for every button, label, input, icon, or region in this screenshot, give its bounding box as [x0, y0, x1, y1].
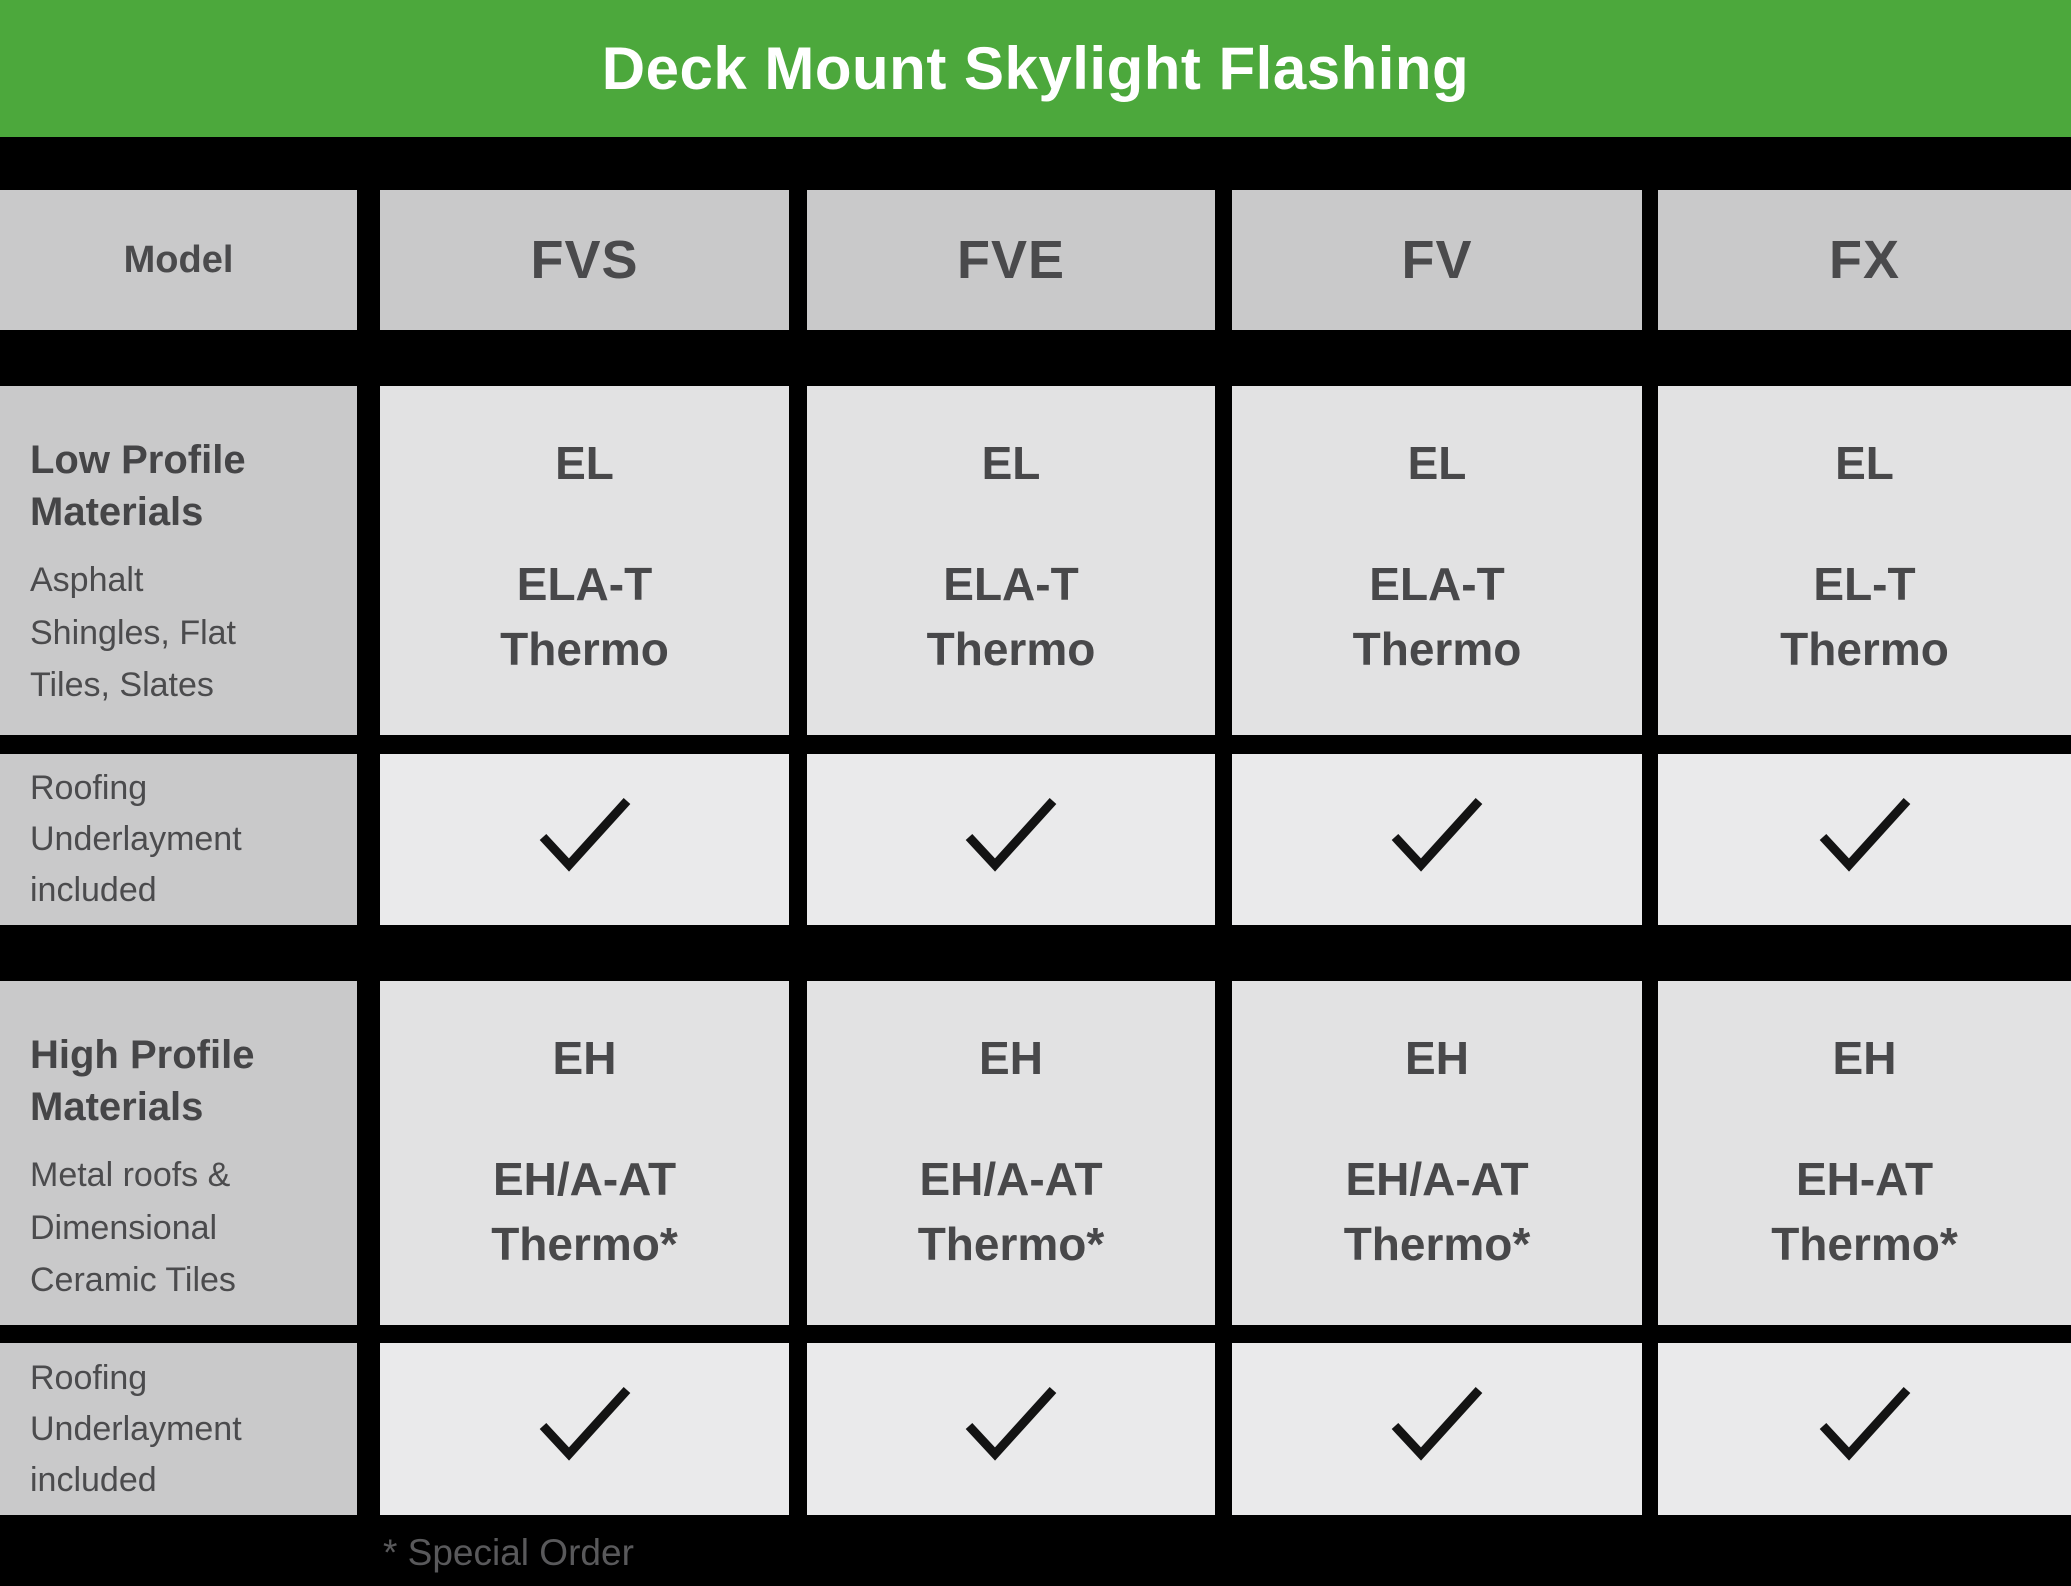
- flashing-variant-line1: EH-AT: [1795, 1153, 1934, 1205]
- flashing-code: EL: [1407, 437, 1467, 489]
- flashing-variant-line2: Thermo: [1352, 623, 1522, 676]
- title-bar: [0, 0, 2071, 137]
- check-cell-low-fve: [807, 754, 1215, 925]
- flashing-variant-line2: Thermo*: [1771, 1218, 1958, 1271]
- row-label-text: Roofing Underlayment included: [30, 1358, 242, 1499]
- flashing-comparison-table: [0, 190, 2071, 1515]
- flashing-code: EL: [1835, 437, 1894, 489]
- flashing-variant-line2: Thermo*: [1343, 1218, 1531, 1271]
- flashing-cell-low-fv: [1232, 386, 1642, 735]
- flashing-variant-line1: ELA-T: [516, 558, 653, 610]
- column-header-label: FVS: [530, 230, 639, 290]
- column-header-label: FX: [1828, 230, 1900, 290]
- row-label-title: High Profile Materials: [30, 1033, 255, 1129]
- row-label-high-profile: [0, 981, 357, 1325]
- check-cell-high-fx: [1658, 1343, 2071, 1515]
- model-header-label: Model: [123, 238, 234, 281]
- flashing-code: EH: [1405, 1032, 1469, 1084]
- flashing-variant-line1: EH/A-AT: [492, 1153, 677, 1205]
- checkmark-icon: [1389, 1382, 1485, 1466]
- flashing-variant-line2: Thermo: [500, 623, 669, 676]
- flashing-code: EH: [979, 1032, 1043, 1084]
- flashing-variant-line1: ELA-T: [943, 558, 1079, 610]
- flashing-variant-line1: EH/A-AT: [919, 1153, 1103, 1205]
- flashing-cell-high-fv: [1232, 981, 1642, 1325]
- page-title: Deck Mount Skylight Flashing: [601, 35, 1470, 102]
- flashing-variant-line2: Thermo*: [917, 1218, 1105, 1271]
- flashing-cell-high-fvs: [380, 981, 789, 1325]
- checkmark-icon: [1817, 1382, 1913, 1466]
- check-cell-low-fx: [1658, 754, 2071, 925]
- header-cell-fv: [1232, 190, 1642, 330]
- flashing-code: EH: [1832, 1032, 1897, 1084]
- check-cell-low-fvs: [380, 754, 789, 925]
- flashing-cell-low-fve: [807, 386, 1215, 735]
- flashing-variant-line1: EH/A-AT: [1345, 1153, 1529, 1205]
- check-cell-high-fv: [1232, 1343, 1642, 1515]
- check-cell-high-fvs: [380, 1343, 789, 1515]
- flashing-cell-high-fve: [807, 981, 1215, 1325]
- row-label-subtitle: Metal roofs & Dimensional Ceramic Tiles: [30, 1156, 236, 1300]
- header-cell-model: [0, 190, 357, 330]
- row-label-text: Roofing Underlayment included: [30, 769, 242, 909]
- header-cell-fve: [807, 190, 1215, 330]
- checkmark-icon: [1389, 793, 1485, 877]
- flashing-cell-low-fx: [1658, 386, 2071, 735]
- flashing-code: EH: [552, 1032, 617, 1084]
- checkmark-icon: [537, 1382, 633, 1466]
- special-order-footnote: * Special Order: [383, 1532, 634, 1573]
- flashing-variant-line1: ELA-T: [1369, 558, 1505, 610]
- flashing-variant-line2: Thermo: [1780, 623, 1949, 676]
- flashing-cell-low-fvs: [380, 386, 789, 735]
- row-label-title: Low Profile Materials: [30, 438, 246, 534]
- flashing-cell-high-fx: [1658, 981, 2071, 1325]
- row-label-low-profile: [0, 386, 357, 735]
- row-label-underlayment-low: [0, 754, 357, 925]
- check-cell-low-fv: [1232, 754, 1642, 925]
- checkmark-icon: [537, 793, 633, 877]
- row-label-underlayment-high: [0, 1343, 357, 1515]
- flashing-code: EL: [981, 437, 1041, 489]
- column-header-label: FVE: [956, 230, 1066, 290]
- checkmark-icon: [1817, 793, 1913, 877]
- flashing-variant-line2: Thermo*: [491, 1218, 678, 1271]
- checkmark-icon: [963, 1382, 1059, 1466]
- flashing-variant-line1: EL-T: [1813, 558, 1916, 610]
- header-cell-fvs: [380, 190, 789, 330]
- column-header-label: FV: [1401, 230, 1473, 290]
- check-cell-high-fve: [807, 1343, 1215, 1515]
- row-label-subtitle: Asphalt Shingles, Flat Tiles, Slates: [30, 561, 236, 705]
- flashing-variant-line2: Thermo: [926, 623, 1096, 676]
- checkmark-icon: [963, 793, 1059, 877]
- header-cell-fx: [1658, 190, 2071, 330]
- flashing-code: EL: [555, 437, 614, 489]
